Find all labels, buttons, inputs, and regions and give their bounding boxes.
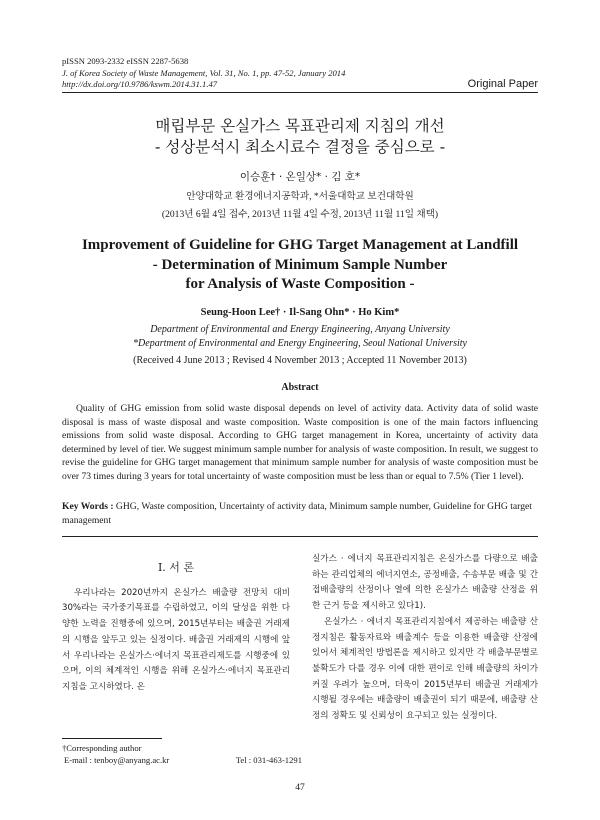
contact-row (62, 754, 302, 766)
english-title-line1: Improvement of Guideline for GHG Target Management at Landfill (81, 237, 519, 253)
introduction-heading: I. 서 론 (157, 561, 195, 574)
english-affiliation-2: *Department of Environmental and Energy Engineering, Seoul National University (133, 338, 467, 349)
author-phone: Tel : 031-463-1291 (235, 755, 302, 765)
author-email[interactable]: E-mail : tenboy@anyang.ac.kr (64, 755, 170, 765)
abstract-heading: Abstract (281, 382, 319, 393)
page-number: 47 (295, 782, 305, 793)
footnote-divider (62, 738, 162, 739)
english-title (0, 236, 600, 295)
english-affiliation-1: Department of Environmental and Energy Engineering, Anyang University (150, 324, 450, 335)
english-authors: Seung-Hoon Lee† · Il-Sang Ohn* · Ho Kim* (200, 307, 400, 318)
korean-dates: (2013년 6월 4일 접수, 2013년 11월 4일 수정, 2013년 11월 11일 채택) (161, 209, 439, 220)
intro-paragraph-right-2: 온실가스 · 에너지 목표관리지침에서 제공하는 배출량 산정지침은 활동자료와 배출계수 등을 이용한 배출량 산정에 있어서 체계적인 방법론을 제시하고 있지만 각 배출부문별로 불확도가 다를 경우 이에 대한 편이로 인해 배출량의 차이가 커질 우려가 높으며, 더욱이 2015년부터 배출권 거래제가 시행될 경우에는 배출량이 배출권이 되기 때문에, 배출량 산정의 정확도 및 신뢰성이 요구되고 있는 실정이다. (312, 616, 538, 722)
footnote (62, 742, 302, 766)
doi-link[interactable]: http://dx.doi.org/10.9786/kswm.2014.31.1.47 (62, 79, 218, 89)
journal-citation: J. of Korea Society of Waste Management, Vol. 31, No. 1, pp. 47-52, January 2014 (62, 67, 346, 78)
left-column (62, 560, 290, 696)
english-title-line3: for Analysis of Waste Composition - (185, 276, 415, 292)
keywords (62, 500, 538, 527)
paper-type-label: Original Paper (467, 78, 538, 90)
korean-title (0, 116, 600, 158)
journal-meta (62, 56, 345, 91)
intro-paragraph-left: 우리나라는 2020년까지 온실가스 배출량 전망치 대비 30%라는 국가중기목표를 수립하였고, 이의 달성을 위한 다양한 노력을 진행중에 있으며, 2015년부터는 배출권 거래제의 시행을 앞두고 있는 실정이다. 배출권 거래제의 시행에 앞서 우리나라는 온실가스·에너지 목표관리제도를 시행중에 있으며, 이의 체계적인 시행을 위해 온실가스·에너지 목표관리지침을 고시하였다. 온 (62, 587, 290, 692)
english-title-line2: - Determination of Minimum Sample Number (152, 256, 448, 273)
intro-paragraph-right-1: 실가스 · 에너지 목표관리지침은 온실가스를 다량으로 배출하는 관리업체의 에너지연소, 공정배출, 수송부문 배출 및 간접배출량의 산정이나 열에 의한 온실가스 배출량 산정을 위한 근거 등을 제시하고 있다1). (312, 554, 538, 612)
korean-authors: 이승훈† · 온일상* · 김 호* (239, 171, 361, 183)
english-affiliations (0, 323, 600, 351)
korean-title-line1: 매립부문 온실가스 목표관리제 지침의 개선 (155, 117, 445, 135)
corresponding-author: †Corresponding author (62, 743, 142, 753)
english-dates: (Received 4 June 2013 ; Revised 4 November 2013 ; Accepted 11 November 2013) (133, 355, 467, 366)
abstract-divider (62, 536, 538, 537)
right-column (312, 552, 538, 725)
korean-title-line2: - 성상분석시 최소시료수 결정을 중심으로 - (154, 138, 446, 156)
keywords-label: Key Words : (62, 501, 114, 512)
issn: pISSN 2093-2332 eISSN 2287-5638 (62, 56, 189, 66)
abstract-body: Quality of GHG emission from solid waste disposal depends on level of activity data. Activity data of solid waste disposal is mass of waste disposal and waste composition. Waste composition is one of the main factors influencing emissions from solid waste disposal. According to GHG target management in Korea, uncertainty of activity data determined by level of tier. We suggest minimum sample number for analysis of waste composition. In result, we suggest to revise the guideline for GHG target management that minimum sample number for analysis of waste composition must be over 73 times during 3 years for total uncertainty of waste composition must be less than or equal to 7.5% (Tier 1 level). (62, 403, 538, 482)
korean-affiliations: 안양대학교 환경에너지공학과, *서울대학교 보건대학원 (186, 191, 414, 202)
keywords-list: GHG, Waste composition, Uncertainty of activity data, Minimum sample number, Guideline for GHG target management (62, 501, 532, 526)
header-divider (62, 92, 538, 93)
